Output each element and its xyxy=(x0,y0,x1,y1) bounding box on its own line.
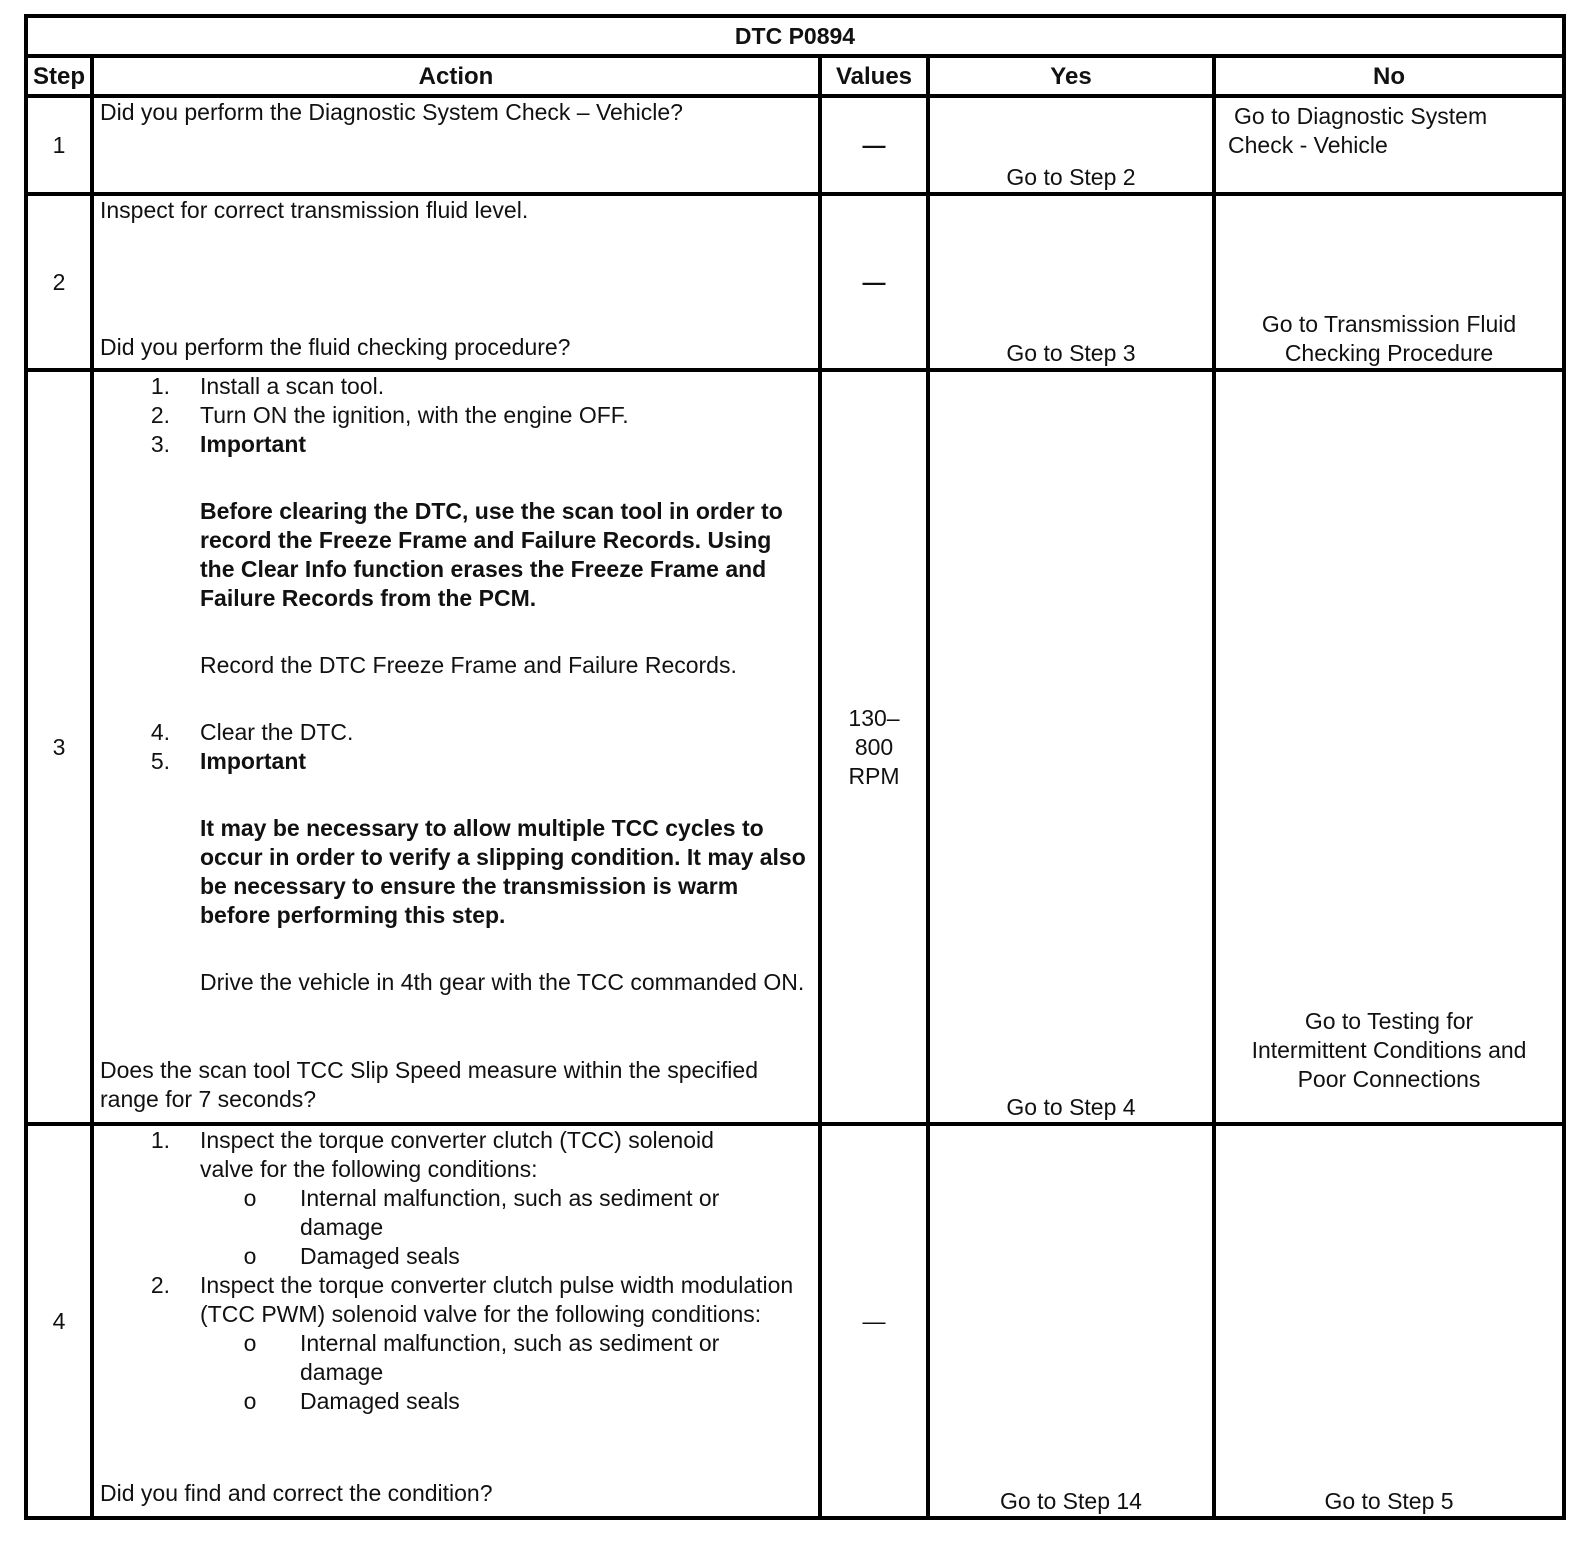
item-text: Install a scan tool. xyxy=(200,373,385,399)
sub-item xyxy=(100,1184,812,1242)
step-list xyxy=(100,1126,812,1416)
list-item xyxy=(100,718,812,747)
step-number: 3 xyxy=(26,370,92,1124)
value-text: — xyxy=(862,268,886,295)
bullet: o xyxy=(243,1388,257,1414)
no-link-line2[interactable]: Checking Procedure xyxy=(1284,340,1494,366)
bullet: o xyxy=(243,1330,257,1356)
item-number: 1. xyxy=(150,1127,170,1153)
yes-link[interactable]: Go to Step 14 xyxy=(1000,1488,1142,1514)
sub-item-text: Damaged seals xyxy=(300,1388,460,1414)
yes-cell xyxy=(928,96,1214,194)
no-cell xyxy=(1214,194,1564,370)
step-list xyxy=(100,372,812,997)
bullet: o xyxy=(243,1185,257,1211)
sub-item xyxy=(100,1329,812,1387)
action-cell xyxy=(92,370,820,1124)
table-row xyxy=(26,370,1564,1124)
action-question: Did you perform the Diagnostic System Check – Vehicle? xyxy=(100,99,683,125)
table-row xyxy=(26,96,1564,194)
action-question: Did you find and correct the condition? xyxy=(100,1480,493,1506)
value-line2: 800 xyxy=(854,733,894,760)
value-line1: 130– xyxy=(848,704,900,731)
important-note: It may be necessary to allow multiple TCC cycles to occur in order to verify a slipping condition. It may also be necessary to ensure the transmission is warm before performing this step. xyxy=(200,815,806,928)
value-text: — xyxy=(862,1307,886,1334)
action-cell xyxy=(92,96,820,194)
yes-cell xyxy=(928,1124,1214,1518)
step-number: 1 xyxy=(26,96,92,194)
item-instruction: Drive the vehicle in 4th gear with the TCC commanded ON. xyxy=(200,969,805,995)
item-number: 2. xyxy=(150,1272,170,1298)
item-number: 2. xyxy=(150,402,170,428)
item-text: Inspect the torque converter clutch (TCC) solenoid valve for the following conditions: xyxy=(200,1127,714,1182)
item-text: Clear the DTC. xyxy=(200,719,354,745)
important-label: Important xyxy=(200,431,307,457)
no-link-line2[interactable]: Check - Vehicle xyxy=(1228,132,1388,158)
step-number: 2 xyxy=(26,194,92,370)
sub-item-text: Damaged seals xyxy=(300,1243,460,1269)
sub-item-text: Internal malfunction, such as sediment or damage xyxy=(300,1330,720,1385)
list-item xyxy=(100,372,812,401)
action-instruction: Inspect for correct transmission fluid level. xyxy=(100,197,529,223)
list-item xyxy=(100,1126,812,1271)
item-instruction: Record the DTC Freeze Frame and Failure Records. xyxy=(200,652,737,678)
item-number: 1. xyxy=(150,373,170,399)
action-cell xyxy=(92,194,820,370)
sub-list xyxy=(100,1184,812,1271)
list-item xyxy=(100,1271,812,1416)
dtc-table xyxy=(24,14,1566,1520)
header-values: Values xyxy=(820,56,928,96)
important-note: Before clearing the DTC, use the scan tool in order to record the Freeze Frame and Failure Records. Using the Clear Info function erases the Freeze Frame and Failure Records from the PCM. xyxy=(200,498,783,611)
sub-item xyxy=(100,1242,812,1271)
yes-cell xyxy=(928,194,1214,370)
item-number: 3. xyxy=(150,431,170,457)
value-text: — xyxy=(862,131,886,158)
item-number: 4. xyxy=(150,719,170,745)
item-number: 5. xyxy=(150,748,170,774)
yes-link[interactable]: Go to Step 3 xyxy=(1006,340,1136,366)
no-link-line2[interactable]: Intermittent Conditions and xyxy=(1251,1037,1527,1063)
action-question: Does the scan tool TCC Slip Speed measure within the specified range for 7 seconds? xyxy=(100,1057,758,1112)
no-cell xyxy=(1214,96,1564,194)
no-link-line1[interactable]: Go to Diagnostic System xyxy=(1234,103,1488,129)
no-cell xyxy=(1214,1124,1564,1518)
header-yes: Yes xyxy=(928,56,1214,96)
step-number: 4 xyxy=(26,1124,92,1518)
yes-cell xyxy=(928,370,1214,1124)
important-label: Important xyxy=(200,748,307,774)
list-item xyxy=(100,401,812,430)
item-text: Turn ON the ignition, with the engine OFF. xyxy=(200,402,629,428)
value-cell xyxy=(820,96,928,194)
no-link-line3[interactable]: Poor Connections xyxy=(1297,1066,1481,1092)
item-text: Inspect the torque converter clutch pulse width modulation (TCC PWM) solenoid valve for the following conditions: xyxy=(200,1272,794,1327)
action-cell xyxy=(92,1124,820,1518)
sub-list xyxy=(100,1329,812,1416)
header-step: Step xyxy=(26,56,92,96)
sub-item-text: Internal malfunction, such as sediment or damage xyxy=(300,1185,720,1240)
no-link-line1[interactable]: Go to Testing for xyxy=(1304,1008,1474,1034)
table-title: DTC P0894 xyxy=(26,16,1564,56)
yes-link[interactable]: Go to Step 2 xyxy=(1006,164,1136,190)
bullet: o xyxy=(243,1243,257,1269)
no-cell xyxy=(1214,370,1564,1124)
yes-link[interactable]: Go to Step 4 xyxy=(1006,1094,1136,1120)
header-no: No xyxy=(1214,56,1564,96)
list-item xyxy=(100,430,812,680)
table-row xyxy=(26,1124,1564,1518)
value-cell xyxy=(820,370,928,1124)
list-item xyxy=(100,747,812,997)
header-row xyxy=(26,56,1564,96)
sub-item xyxy=(100,1387,812,1416)
no-link-line1[interactable]: Go to Transmission Fluid xyxy=(1261,311,1517,337)
table-row xyxy=(26,194,1564,370)
action-question: Did you perform the fluid checking procedure? xyxy=(100,334,571,360)
value-cell xyxy=(820,194,928,370)
header-action: Action xyxy=(92,56,820,96)
value-cell xyxy=(820,1124,928,1518)
value-line3: RPM xyxy=(848,762,900,789)
no-link[interactable]: Go to Step 5 xyxy=(1324,1488,1454,1514)
